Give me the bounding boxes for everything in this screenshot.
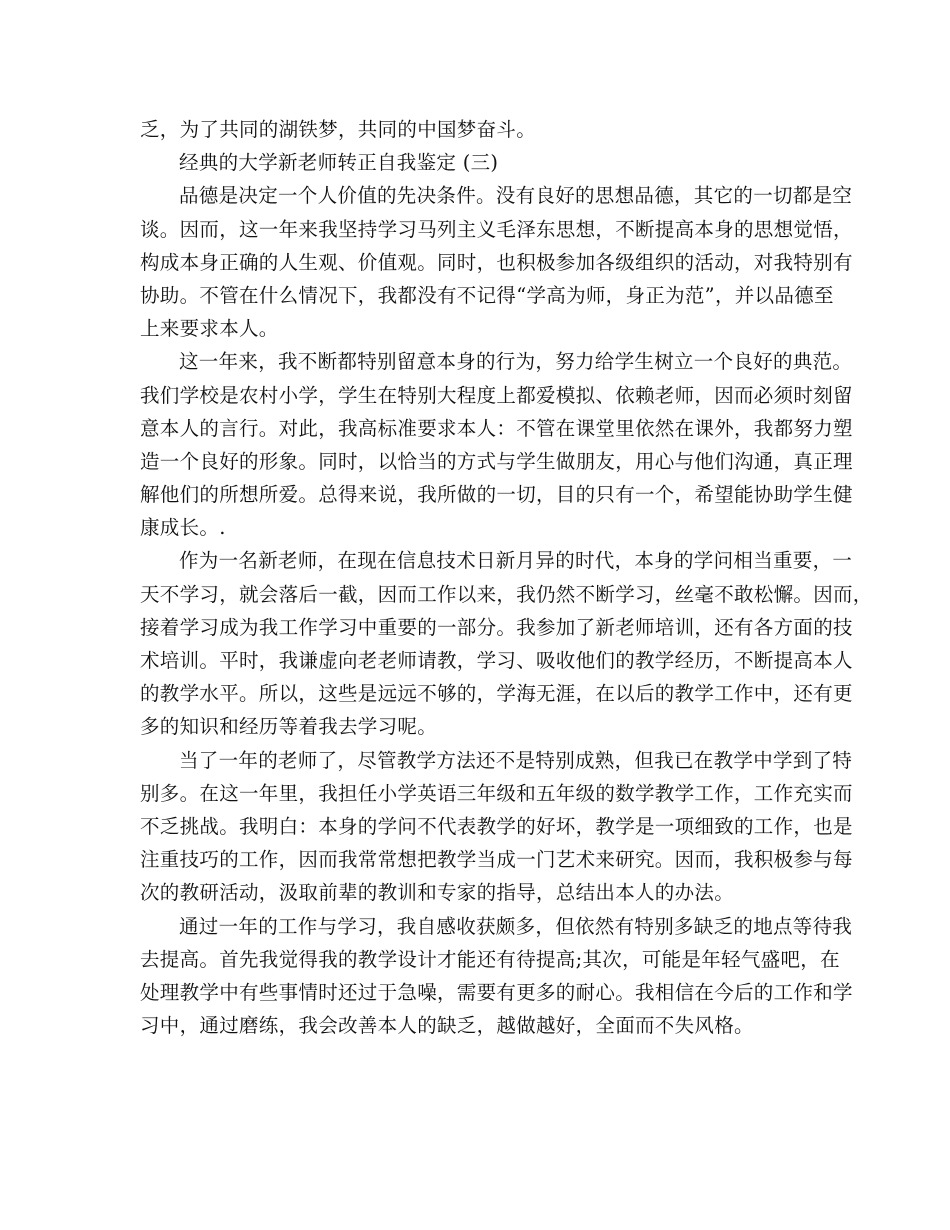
text-line: 协助。不管在什么情况下，我都没有不记得“学高为师，身正为范”，并以品德至 xyxy=(140,283,834,307)
text-line: 术培训。平时，我谦虚向老老师请教，学习、吸收他们的教学经历，不断提高本人 xyxy=(140,649,853,672)
text-line: 通过一年的工作与学习，我自感收获颇多，但依然有特别多缺乏的地点等待我 xyxy=(179,914,853,938)
text-line: 意本人的言行。对此，我高标准要求本人：不管在课堂里依然在课外，我都努力塑 xyxy=(140,416,853,440)
text-line: 造一个良好的形象。同时，以恰当的方式与学生做朋友，用心与他们沟通，真正理 xyxy=(140,449,853,473)
text-line: 我们学校是农村小学，学生在特别大程度上都爱模拟、依赖老师，因而必须时刻留 xyxy=(140,383,853,407)
text-line: 接着学习成为我工作学习中重要的一部分。我参加了新老师培训，还有各方面的技 xyxy=(140,615,853,639)
text-line: 康成长。. xyxy=(140,516,226,540)
text-line: 品德是决定一个人价值的先决条件。没有良好的思想品德，其它的一切都是空 xyxy=(179,184,853,208)
text-line: 作为一名新老师，在现在信息技术日新月异的时代，本身的学问相当重要，一 xyxy=(179,549,853,573)
text-line: 多的知识和经历等着我去学习呢。 xyxy=(140,715,438,739)
text-line: 次的教研活动，汲取前辈的教训和专家的指导，总结出本人的办法。 xyxy=(140,881,735,905)
text-line: 构成本身正确的人生观、价值观。同时，也积极参加各级组织的活动，对我特别有 xyxy=(140,250,853,274)
text-line: 去提高。首先我觉得我的教学设计才能还有待提高;其次，可能是年轻气盛吧，在 xyxy=(140,947,840,971)
text-line: 处理教学中有些事情时还过于急噪，需要有更多的耐心。我相信在今后的工作和学 xyxy=(140,980,853,1004)
text-line: 注重技巧的工作，因而我常常想把教学当成一门艺术来研究。因而，我积极参与每 xyxy=(140,848,853,872)
section-heading: 经典的大学新老师转正自我鉴定 (三) xyxy=(179,151,499,175)
text-line: 谈。因而，这一年来我坚持学习马列主义毛泽东思想，不断提高本身的思想觉悟， xyxy=(140,217,853,241)
text-line: 的教学水平。所以，这些是远远不够的，学海无涯，在以后的教学工作中，还有更 xyxy=(140,682,853,706)
text-line: 天不学习，就会落后一截，因而工作以来，我仍然不断学习，丝毫不敢松懈。因而， xyxy=(140,582,873,606)
text-line: 上来要求本人。 xyxy=(140,317,279,341)
text-line: 乏，为了共同的湖铁梦，共同的中国梦奋斗。 xyxy=(140,118,537,141)
text-line: 这一年来，我不断都特别留意本身的行为，努力给学生树立一个良好的典范。 xyxy=(179,350,853,374)
text-line: 习中，通过磨练，我会改善本人的缺乏，越做越好，全面而不失风格。 xyxy=(140,1014,754,1038)
text-line: 不乏挑战。我明白：本身的学问不代表教学的好坏，教学是一项细致的工作，也是 xyxy=(140,814,853,838)
document-body xyxy=(140,113,873,1042)
text-line: 解他们的所想所爱。总得来说，我所做的一切，目的只有一个，希望能协助学生健 xyxy=(140,483,853,507)
text-line: 当了一年的老师了，尽管教学方法还不是特别成熟，但我已在教学中学到了特 xyxy=(179,748,853,772)
text-line: 别多。在这一年里，我担任小学英语三年级和五年级的数学教学工作，工作充实而 xyxy=(140,781,853,805)
